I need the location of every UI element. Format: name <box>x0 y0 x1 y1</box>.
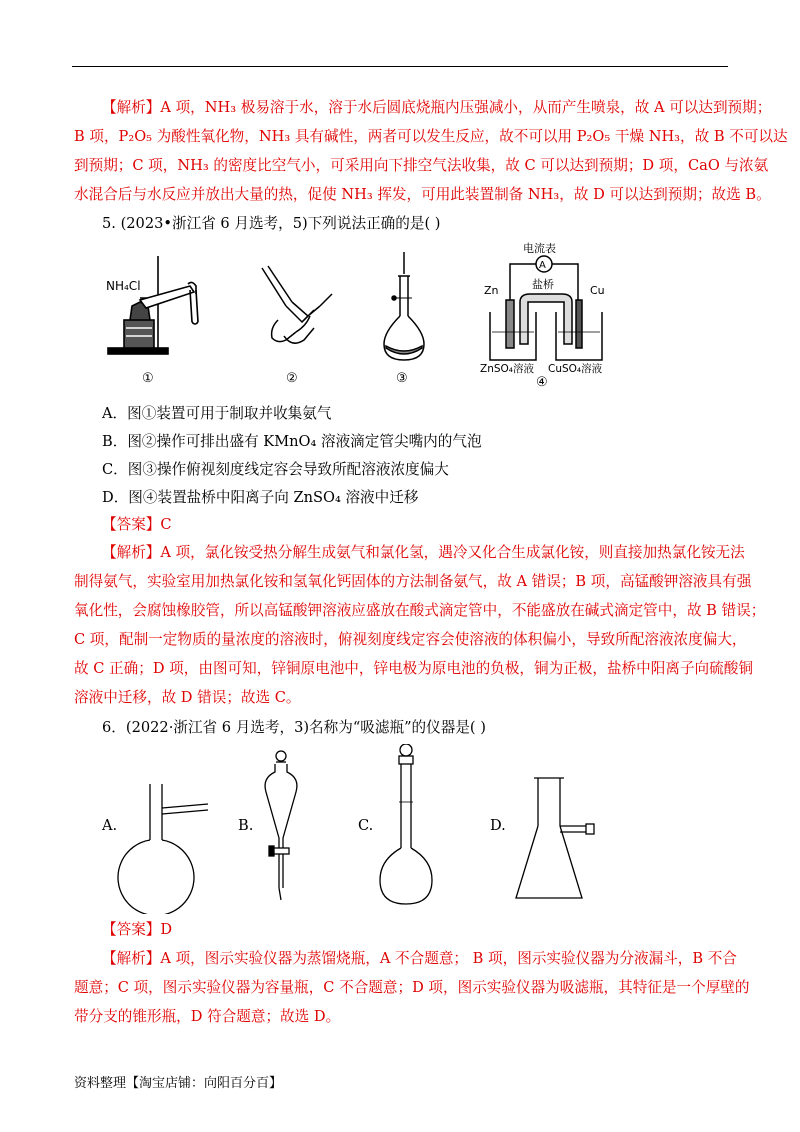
analysis-line: 题意；C 项，图示实验仪器为容量瓶，C 不合题意；D 项，图示实验仪器为吸滤瓶，其特征是一个厚壁的 <box>74 979 750 996</box>
figure-3-volumetric-flask <box>384 252 424 360</box>
figure-number-3: ③ <box>396 371 408 386</box>
answer-value: C <box>160 516 172 533</box>
analysis-line: B 项，P₂O₅ 为酸性氧化物，NH₃ 具有碱性，两者可以发生反应，故不可以用 P₂O₅ 干燥 NH₃，故 B 不可以达 <box>74 128 788 145</box>
page-footer: 资料整理【淘宝店铺：向阳百分百】 <box>74 1076 283 1091</box>
ammeter-label: 电流表 <box>523 242 556 255</box>
figure-2-burette <box>262 266 332 343</box>
analysis-line: 水混合后与水反应并放出大量的热，促使 NH₃ 挥发，可用此装置制备 NH₃，故 D 可以达到预期；故选 B。 <box>74 186 771 203</box>
option-label-b: B. <box>238 817 254 834</box>
analysis-line: 氧化性，会腐蚀橡胶管，所以高锰酸钾溶液应盛放在酸式滴定管中，不能盛放在碱式滴定管中，故 B 错误； <box>74 602 766 619</box>
question-5-answer <box>102 513 172 534</box>
question-6-answer <box>102 918 172 939</box>
figure-4-galvanic-cell <box>490 256 602 360</box>
figure-1-heating-apparatus <box>108 256 198 354</box>
analysis-line: 制得氨气，实验室用加热氯化铵和氢氧化钙固体的方法制备氨气，故 A 错误；B 项，高锰酸钾溶液具有强 <box>74 573 752 590</box>
question-6-stem: 6．(2022·浙江省 6 月选考，3)名称为“吸滤瓶”的仪器是( ) <box>102 719 486 736</box>
analysis-line: A 项，NH₃ 极易溶于水，溶于水后圆底烧瓶内压强减小，从而产生喷泉，故 A 可以达到预期； <box>160 99 772 116</box>
analysis-line: A 项，图示实验仪器为蒸馏烧瓶，A 不合题意； B 项，图示实验仪器为分液漏斗，B 不合 <box>160 950 737 967</box>
option-d: D．图④装置盐桥中阳离子向 ZnSO₄ 溶液中迁移 <box>102 489 419 506</box>
option-a: A．图①装置可用于制取并收集氨气 <box>102 405 332 422</box>
znso4-solution-label: ZnSO₄溶液 <box>480 363 534 375</box>
cuso4-solution-label: CuSO₄溶液 <box>548 363 603 375</box>
header-rule <box>72 66 728 67</box>
suction-flask <box>516 778 594 898</box>
option-b: B．图②操作可排出盛有 KMnO₄ 溶液滴定管尖嘴内的气泡 <box>102 433 482 450</box>
salt-bridge-label: 盐桥 <box>532 278 554 291</box>
analysis-line: 带分支的锥形瓶，D 符合题意；故选 D。 <box>74 1008 341 1025</box>
figure-number-4: ④ <box>536 375 548 388</box>
analysis-line: C 项，配制一定物质的量浓度的溶液时，俯视刻度线定容会使溶液的体积偏小，导致所配溶液浓度偏大， <box>74 631 747 648</box>
analysis-label: 【解析】 <box>102 99 161 116</box>
distilling-flask <box>118 784 208 914</box>
analysis-label: 【解析】 <box>102 950 161 967</box>
option-label-c: C. <box>358 817 374 834</box>
analysis-line: 到预期；C 项，NH₃ 的密度比空气小，可采用向下排空气法收集，故 C 可以达到预期；D 项，CaO 与浓氨 <box>74 157 769 174</box>
analysis-line: 故 C 正确；D 项，由图可知，锌铜原电池中，锌电极为原电池的负极，铜为正极，盐桥中阳离子向硫酸铜 <box>74 660 753 677</box>
cu-electrode-label: Cu <box>590 284 605 297</box>
question-5-stem: 5. (2023•浙江省 6 月选考，5)下列说法正确的是( ) <box>102 215 441 232</box>
zn-electrode-label: Zn <box>484 284 499 297</box>
analysis-line: A 项，氯化铵受热分解生成氨气和氯化氢，遇冷又化合生成氯化铵，则直接加热氯化铵无法 <box>160 544 745 561</box>
answer-value: D <box>160 921 173 938</box>
answer-label: 【答案】 <box>102 516 161 533</box>
figure-number-2: ② <box>286 371 298 386</box>
separatory-funnel <box>265 751 297 900</box>
option-c: C．图③操作俯视刻度线定容会导致所配溶液浓度偏大 <box>102 461 449 478</box>
option-label-a: A. <box>102 817 118 834</box>
ammeter-symbol: A <box>539 260 546 271</box>
analysis-line: 溶液中迁移，故 D 错误；故选 C。 <box>74 689 301 706</box>
figure-number-1: ① <box>142 371 154 386</box>
option-label-d: D. <box>490 817 506 834</box>
answer-label: 【答案】 <box>102 921 161 938</box>
nh4cl-label: NH₄Cl <box>106 279 141 293</box>
volumetric-flask <box>380 744 432 904</box>
question-5-figure <box>100 236 640 388</box>
analysis-label: 【解析】 <box>102 544 161 561</box>
question-6-figure <box>96 744 616 914</box>
